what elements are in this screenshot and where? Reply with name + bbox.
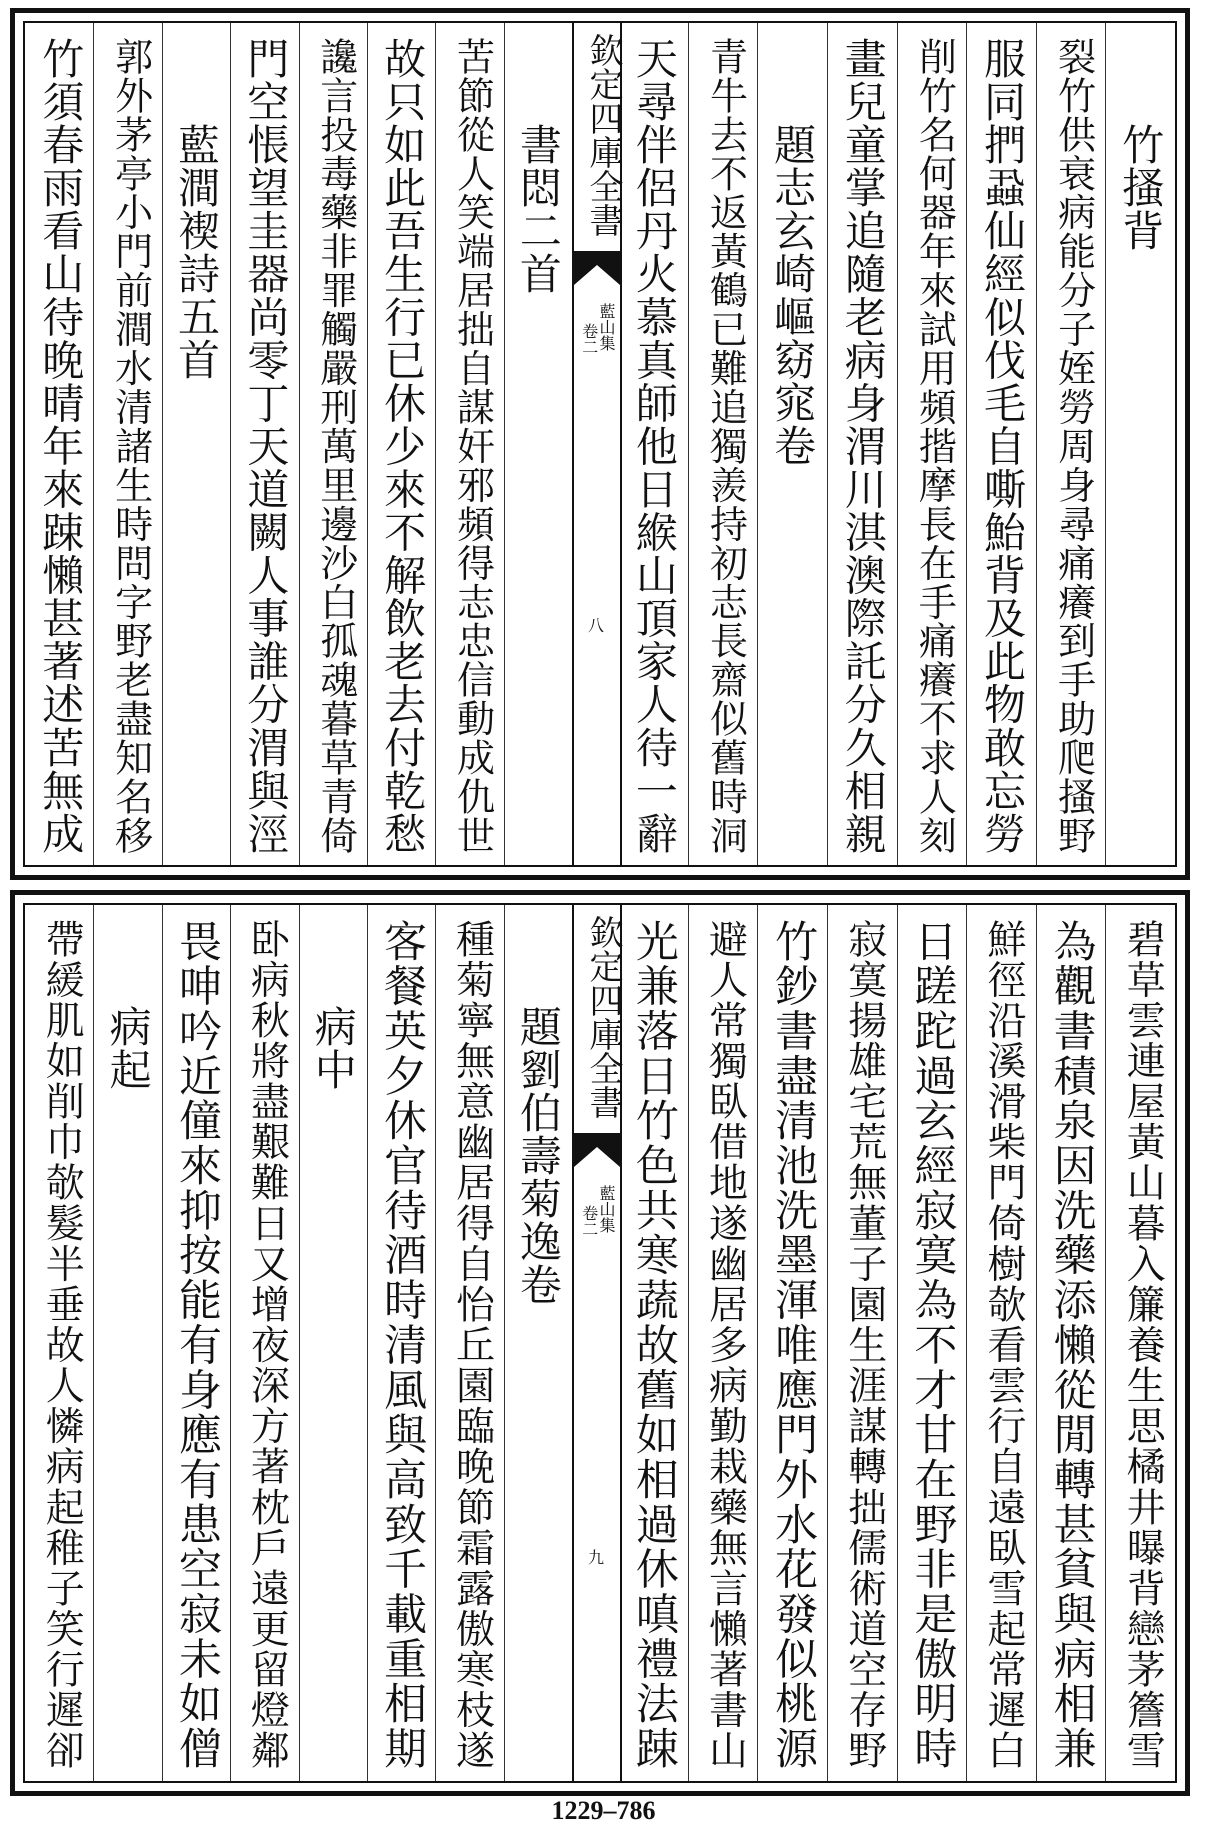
- column-divider: [1036, 905, 1037, 1781]
- poem-title: 題志玄崎嶇窈窕卷: [768, 123, 818, 467]
- column-divider: [230, 905, 231, 1781]
- column-divider: [897, 23, 898, 865]
- column-divider: [299, 23, 300, 865]
- column-divider: [827, 23, 828, 865]
- top-page: [10, 8, 1190, 880]
- text-column: 竹須春雨看山待晚晴年來踈懶甚著述苦無成: [36, 37, 86, 855]
- book-title: 藍山集: [597, 303, 616, 351]
- text-column: 竹鈔書盡清池洗墨渾唯應門外水花發似桃源: [768, 919, 819, 1771]
- text-column: 青牛去不返黃鶴已難追獨羨持初志長齋似舊時洞: [703, 37, 748, 855]
- text-column: 避人常獨臥借地遂幽居多病勤栽藥無言懶著書山: [702, 919, 748, 1771]
- column-divider: [367, 905, 368, 1781]
- text-column: 寂寞揚雄宅荒無董子園生涯謀轉拙儒術道空存野: [841, 919, 887, 1771]
- leaf-number: 八: [588, 616, 605, 635]
- column-divider: [688, 905, 689, 1781]
- text-column: 天尋伴侶丹火慕真師他日緱山頂家人待一辭: [629, 37, 679, 855]
- poem-title: 藍澗褉詩五首: [171, 123, 221, 381]
- column-divider: [1105, 23, 1106, 865]
- text-column: 種菊寧無意幽居得自怡丘園臨晚節霜露傲寒枝遂: [449, 919, 495, 1771]
- text-column: 服同捫蝨仙經似伐毛自嘶鮐背及此物敢忘勞: [977, 37, 1027, 855]
- poem-title: 病起: [103, 1005, 153, 1091]
- column-divider: [504, 905, 505, 1781]
- text-column: 為觀書積泉因洗藥添懶從閒轉甚貧與病相兼: [1046, 919, 1097, 1771]
- column-divider: [299, 905, 300, 1781]
- column-divider: [367, 23, 368, 865]
- collection-header: 欽定四庫全書: [583, 915, 623, 1119]
- column-divider: [1036, 23, 1037, 865]
- text-column: 郭外茅亭小門前澗水清諸生時問字野老盡知名移: [108, 37, 153, 855]
- column-divider: [966, 23, 967, 865]
- text-column: 碧草雲連屋黃山暮入簾養生思橘井曝背戀茅簷雪: [1120, 919, 1166, 1771]
- text-column: 卧病秋將盡艱難日又增夜深方著枕戶遠更留燈鄰: [244, 919, 290, 1771]
- volume-number: 卷二: [579, 1205, 599, 1237]
- column-divider: [504, 23, 505, 865]
- bottom-page-center-column: [572, 905, 622, 1781]
- text-column: 故只如此吾生行已休少來不解飲老去付乾愁: [378, 37, 428, 855]
- volume-number: 卷二: [579, 323, 599, 355]
- column-divider: [757, 905, 758, 1781]
- top-page-center-column: [572, 23, 622, 865]
- column-divider: [897, 905, 898, 1781]
- column-divider: [966, 905, 967, 1781]
- book-title: 藍山集: [597, 1185, 616, 1233]
- text-column: 削竹名何器年來試用頻揩摩長在手痛癢不求人刻: [912, 37, 957, 855]
- bottom-page: [10, 890, 1190, 1796]
- collection-header: 欽定四庫全書: [583, 33, 623, 237]
- column-divider: [827, 905, 828, 1781]
- text-column: 畏呻吟近僮來抑按能有身應有患空寂未如僧: [171, 919, 222, 1771]
- text-column: 裂竹供衰病能分子姪勞周身尋痛癢到手助爬搔野: [1051, 37, 1096, 855]
- column-divider: [435, 905, 436, 1781]
- poem-title: 竹搔背: [1116, 123, 1166, 252]
- text-column: 鮮徑沿溪滑柴門倚樹欹看雲行自遠臥雪起常遲白: [980, 919, 1026, 1771]
- text-column: 苦節從人笑端居拙自謀奸邪頻得志忠信動成仇世: [450, 37, 495, 855]
- text-column: 日蹉跎過玄經寂寞為不才甘在野非是傲明時: [907, 919, 958, 1771]
- column-divider: [230, 23, 231, 865]
- top-page-frame: [23, 21, 1177, 867]
- text-column: 客餐英夕休官待酒時清風與高致千載重相期: [377, 919, 428, 1771]
- fishtail-mark: [574, 251, 620, 285]
- page-reference-number: 1229–786: [551, 1796, 656, 1825]
- poem-title: 題劉伯壽菊逸卷: [513, 1005, 563, 1306]
- poem-title: 書悶二首: [513, 123, 563, 295]
- fishtail-mark: [574, 1133, 620, 1167]
- column-divider: [162, 23, 163, 865]
- column-divider: [688, 23, 689, 865]
- text-column: 光兼落日竹色共寒蔬故舊如相過休嗔禮法踈: [628, 919, 679, 1771]
- column-divider: [162, 905, 163, 1781]
- text-column: 帶緩肌如削巾欹髮半垂故人憐病起稚子笑行遲卻: [39, 919, 85, 1771]
- column-divider: [757, 23, 758, 865]
- column-divider: [435, 23, 436, 865]
- column-divider: [93, 905, 94, 1781]
- bottom-page-frame: [23, 903, 1177, 1783]
- text-column: 門空悵望圭器尚零丁天道闕人事誰分渭與涇: [241, 37, 291, 855]
- text-column: 畫兒童掌追隨老病身渭川淇澳際託分久相親: [838, 37, 888, 855]
- leaf-number: 九: [588, 1548, 605, 1567]
- text-column: 讒言投毒藥非罪觸嚴刑萬里邊沙白孤魂暮草青倚: [313, 37, 358, 855]
- column-divider: [1105, 905, 1106, 1781]
- column-divider: [93, 23, 94, 865]
- poem-title: 病中: [308, 1005, 358, 1091]
